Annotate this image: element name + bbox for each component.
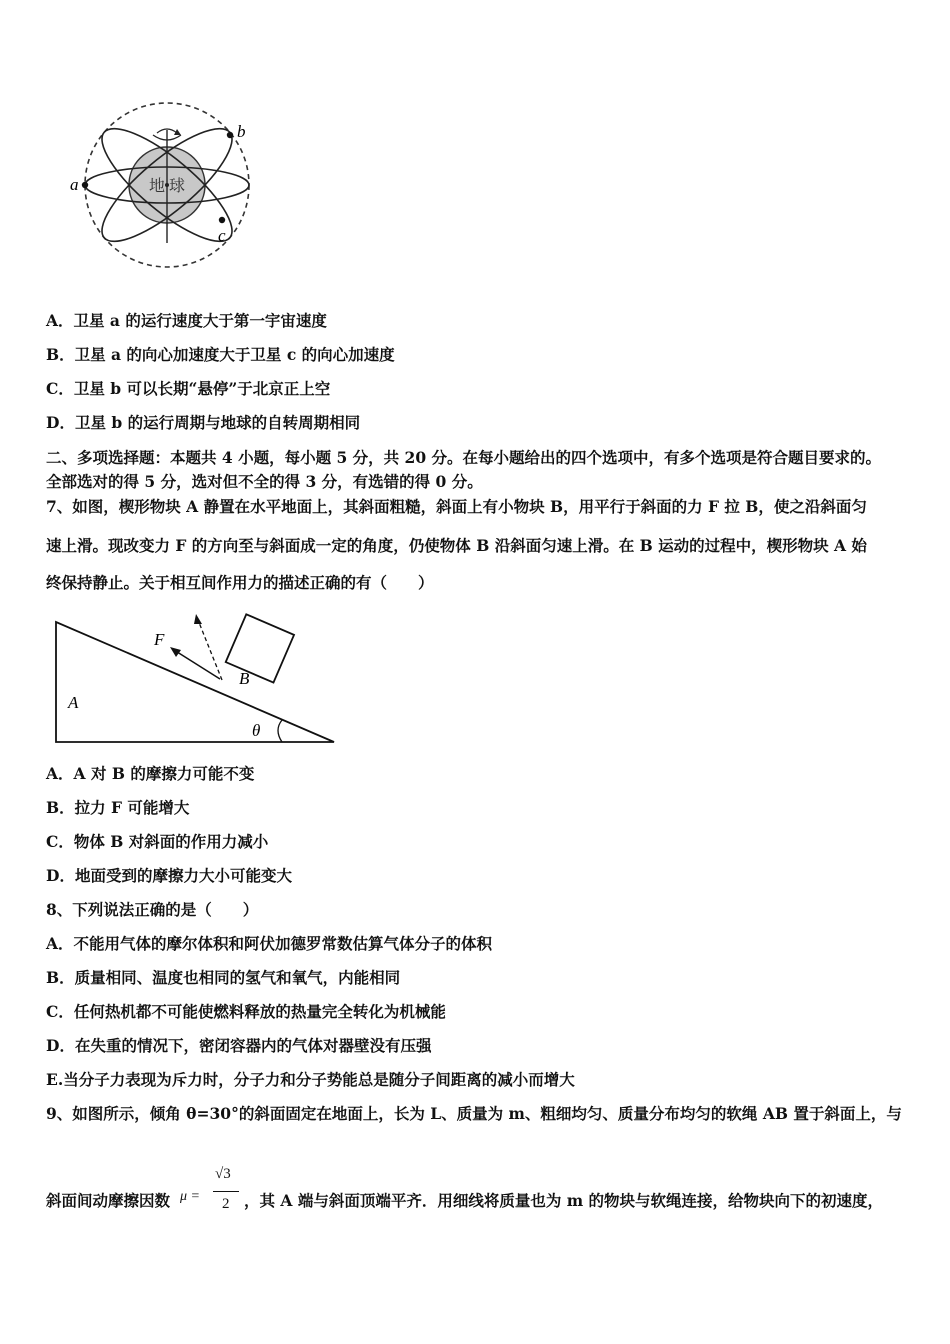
- satellite-a-dot: [82, 182, 88, 188]
- q6-option-d: D．卫星 b 的运行周期与地球的自转周期相同: [46, 413, 361, 432]
- q8-option-c: C．任何热机都不可能使燃料释放的热量完全转化为机械能: [46, 1002, 446, 1021]
- q8-option-a: A．不能用气体的摩尔体积和阿伏加德罗常数估算气体分子的体积: [46, 934, 493, 953]
- label-a: A: [68, 693, 79, 712]
- satellite-c-label: c: [218, 226, 226, 245]
- satellite-b-label: b: [237, 122, 246, 141]
- q8-option-e: E.当分子力表现为斥力时，分子力和分子势能总是随分子间距离的减小而增大: [46, 1070, 575, 1089]
- fraction-numerator: √3: [215, 1166, 231, 1182]
- dashed-force-arrow: [198, 620, 222, 680]
- q8-option-d: D．在失重的情况下，密闭容器内的气体对器壁没有压强: [46, 1036, 432, 1055]
- satellite-b-dot: [227, 132, 233, 138]
- earth-label: 地 球: [148, 178, 186, 195]
- block-b: [226, 614, 294, 682]
- fraction-denominator: 2: [222, 1196, 230, 1212]
- q6-option-c: C．卫星 b 可以长期“悬停”于北京正上空: [46, 379, 331, 398]
- force-f-arrow: [174, 650, 220, 679]
- earth-orbit-figure: [60, 95, 270, 280]
- q7-stem-line1: 7、如图，楔形物块 A 静置在水平地面上，其斜面粗糙，斜面上有小物块 B，用平行于斜面的力 F 拉 B，使之沿斜面匀: [46, 497, 867, 516]
- q8-option-b: B．质量相同、温度也相同的氢气和氧气，内能相同: [46, 968, 401, 987]
- q7-stem-line3: 终保持静止。关于相互间作用力的描述正确的有（ ）: [46, 573, 434, 592]
- label-theta: θ: [252, 721, 261, 740]
- q9-stem-line2-end: ，其 A 端与斜面顶端平齐．用细线将质量也为 m 的物块与软绳连接，给物块向下的初速度，: [244, 1191, 884, 1210]
- mu-symbol: μ =: [180, 1189, 200, 1204]
- q9-stem-line2-start: 斜面间动摩擦因数: [46, 1191, 171, 1210]
- angle-theta-arc: [278, 720, 282, 742]
- q7-option-a: A．A 对 B 的摩擦力可能不变: [46, 764, 255, 783]
- q9-stem-line1: 9、如图所示，倾角 θ=30°的斜面固定在地面上，长为 L、质量为 m、粗细均匀、质量分布均匀的软绳 AB 置于斜面上，与: [46, 1104, 902, 1123]
- section2-instructions-1: 二、多项选择题：本题共 4 小题，每小题 5 分，共 20 分。在每小题给出的四个选项中，有多个选项是符合题目要求的。: [46, 448, 882, 467]
- satellite-a-label: a: [70, 175, 79, 194]
- q7-option-b: B．拉力 F 可能增大: [46, 798, 190, 817]
- q8-stem: 8、下列说法正确的是（ ）: [46, 900, 259, 919]
- label-b: B: [239, 669, 250, 688]
- q6-option-b: B．卫星 a 的向心加速度大于卫星 c 的向心加速度: [46, 345, 395, 364]
- section2-instructions-2: 全部选对的得 5 分，选对但不全的得 3 分，有选错的得 0 分。: [46, 472, 483, 491]
- q7-option-c: C．物体 B 对斜面的作用力减小: [46, 832, 269, 851]
- q7-stem-line2: 速上滑。现改变力 F 的方向至与斜面成一定的角度，仍使物体 B 沿斜面匀速上滑。在 B 运动的过程中，楔形物块 A 始: [46, 536, 867, 555]
- fraction-bar: [213, 1191, 239, 1192]
- q7-option-d: D．地面受到的摩擦力大小可能变大: [46, 866, 292, 885]
- satellite-c-dot: [219, 217, 225, 223]
- label-f: F: [154, 630, 165, 649]
- q6-option-a: A．卫星 a 的运行速度大于第一宇宙速度: [46, 311, 327, 330]
- wedge-block-figure: [50, 612, 340, 752]
